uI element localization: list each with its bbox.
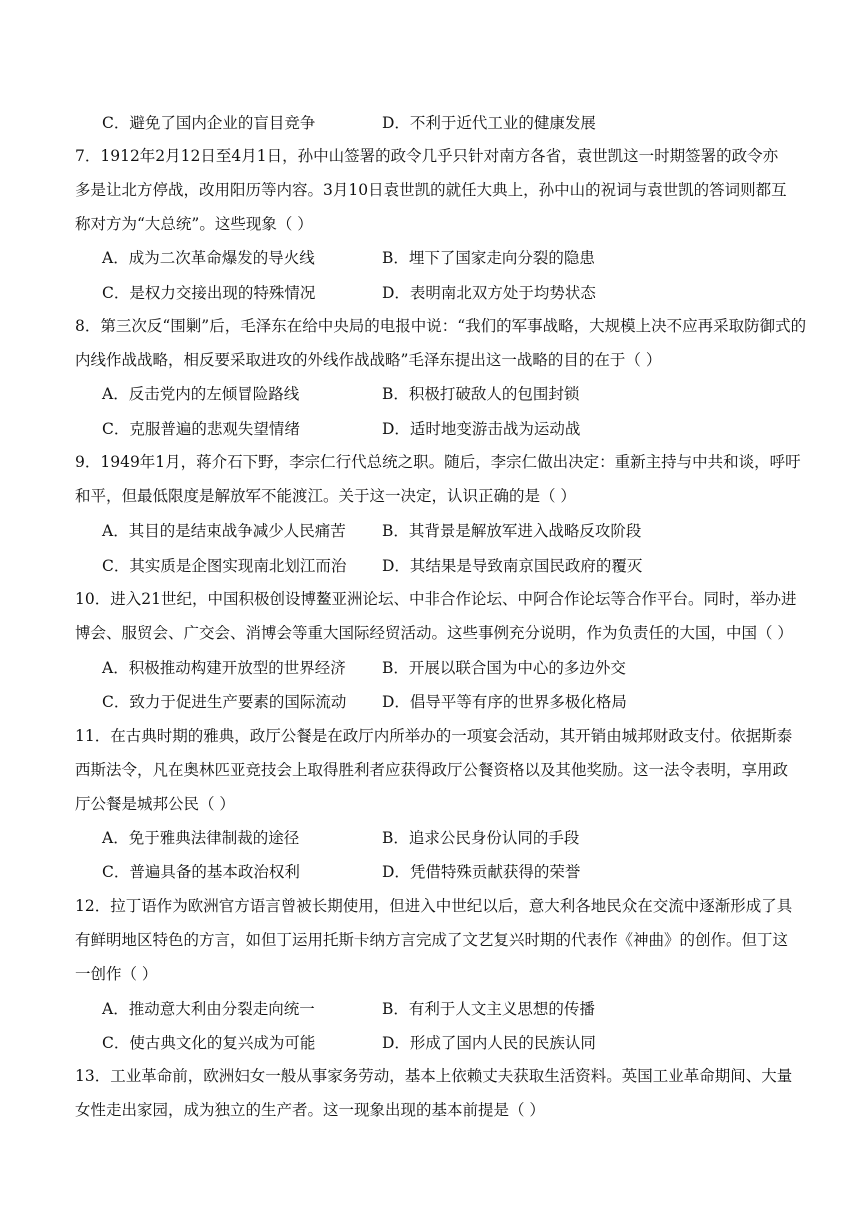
q9-option-a[interactable]: A．其目的是结束战争减少人民痛苦 (102, 522, 346, 540)
q7-option-d[interactable]: D．表明南北双方处于均势状态 (382, 284, 596, 302)
q7-stem-line-3: 称对方为“大总统”。这些现象（ ） (75, 215, 313, 233)
q12-option-c[interactable]: C．使古典文化的复兴成为可能 (102, 1034, 316, 1052)
q8-option-d[interactable]: D．适时地变游击战为运动战 (382, 420, 581, 438)
q11-stem-line-1: 11．在古典时期的雅典，政厅公餐是在政厅内所举办的一项宴会活动，其开销由城邦财政支付。依据斯泰 (75, 727, 793, 745)
q6-option-d[interactable]: D．不利于近代工业的健康发展 (382, 114, 596, 132)
q8-option-b[interactable]: B．积极打破敌人的包围封锁 (382, 385, 580, 403)
q10-stem-line-1: 10．进入21世纪，中国积极创设博鳌亚洲论坛、中非合作论坛、中阿合作论坛等合作平台。同时，举办进 (75, 590, 797, 608)
q11-option-c[interactable]: C．普遍具备的基本政治权利 (102, 863, 300, 881)
q7-option-c[interactable]: C．是权力交接出现的特殊情况 (102, 284, 316, 302)
q11-stem-line-3: 厅公餐是城邦公民（ ） (75, 795, 235, 813)
q11-stem-line-2: 西斯法令，凡在奥林匹亚竞技会上取得胜利者应获得政厅公餐资格以及其他奖励。这一法令表明，享用政 (75, 761, 789, 779)
q8-stem-line-2: 内线作战战略，相反要采取进攻的外线作战战略”毛泽东提出这一战略的目的在于（ ） (75, 351, 662, 369)
q11-option-b[interactable]: B．追求公民身份认同的手段 (382, 829, 580, 847)
q9-option-c[interactable]: C．其实质是企图实现南北划江而治 (102, 557, 347, 575)
q10-option-a[interactable]: A．积极推动构建开放型的世界经济 (102, 659, 346, 677)
q13-stem-line-1: 13．工业革命前，欧洲妇女一般从事家务劳动，基本上依赖丈夫获取生活资料。英国工业革命期间、大量 (75, 1067, 793, 1085)
q11-option-d[interactable]: D．凭借特殊贡献获得的荣誉 (382, 863, 581, 881)
q7-stem-line-2: 多是让北方停战，改用阳历等内容。3月10日袁世凯的就任大典上，孙中山的祝词与袁世凯的答词则都互 (75, 181, 787, 199)
q10-option-d[interactable]: D．倡导平等有序的世界多极化格局 (382, 693, 627, 711)
q12-option-d[interactable]: D．形成了国内人民的民族认同 (382, 1034, 596, 1052)
q7-option-b[interactable]: B．埋下了国家走向分裂的隐患 (382, 249, 595, 267)
q13-stem-line-2: 女性走出家园，成为独立的生产者。这一现象出现的基本前提是（ ） (75, 1101, 545, 1119)
q8-option-c[interactable]: C．克服普遍的悲观失望情绪 (102, 420, 300, 438)
q10-option-b[interactable]: B．开展以联合国为中心的多边外交 (382, 659, 626, 677)
q8-stem-line-1: 8．第三次反“围剿”后，毛泽东在给中央局的电报中说：“我们的军事战略，大规模上决不应再采取防御式的 (75, 317, 807, 335)
q12-stem-line-2: 有鲜明地区特色的方言，如但丁运用托斯卡纳方言完成了文艺复兴时期的代表作《神曲》的创作。但丁这 (75, 931, 789, 949)
q10-option-c[interactable]: C．致力于促进生产要素的国际流动 (102, 693, 347, 711)
q12-option-b[interactable]: B．有利于人文主义思想的传播 (382, 1000, 595, 1018)
q12-stem-line-3: 一创作（ ） (75, 965, 158, 983)
q10-stem-line-2: 博会、服贸会、广交会、消博会等重大国际经贸活动。这些事例充分说明，作为负责任的大国，中国（ ） (75, 624, 793, 642)
q8-option-a[interactable]: A．反击党内的左倾冒险路线 (102, 385, 300, 403)
q9-stem-line-2: 和平，但最低限度是解放军不能渡江。关于这一决定，认识正确的是（ ） (75, 487, 576, 505)
q7-option-a[interactable]: A．成为二次革命爆发的导火线 (102, 249, 315, 267)
q9-option-b[interactable]: B．其背景是解放军进入战略反攻阶段 (382, 522, 642, 540)
q6-option-c[interactable]: C．避免了国内企业的盲目竞争 (102, 114, 316, 132)
q12-stem-line-1: 12．拉丁语作为欧洲官方语言曾被长期使用，但进入中世纪以后，意大利各地民众在交流中逐渐形成了具 (75, 897, 793, 915)
q9-stem-line-1: 9．1949年1月，蒋介石下野，李宗仁行代总统之职。随后，李宗仁做出决定：重新主持与中共和谈，呼吁 (75, 453, 801, 471)
q7-stem-line-1: 7．1912年2月12日至4月1日，孙中山签署的政令几乎只针对南方各省，袁世凯这一时期签署的政令亦 (75, 147, 779, 165)
q11-option-a[interactable]: A．免于雅典法律制裁的途径 (102, 829, 300, 847)
q12-option-a[interactable]: A．推动意大利由分裂走向统一 (102, 1000, 315, 1018)
q9-option-d[interactable]: D．其结果是导致南京国民政府的覆灭 (382, 557, 643, 575)
